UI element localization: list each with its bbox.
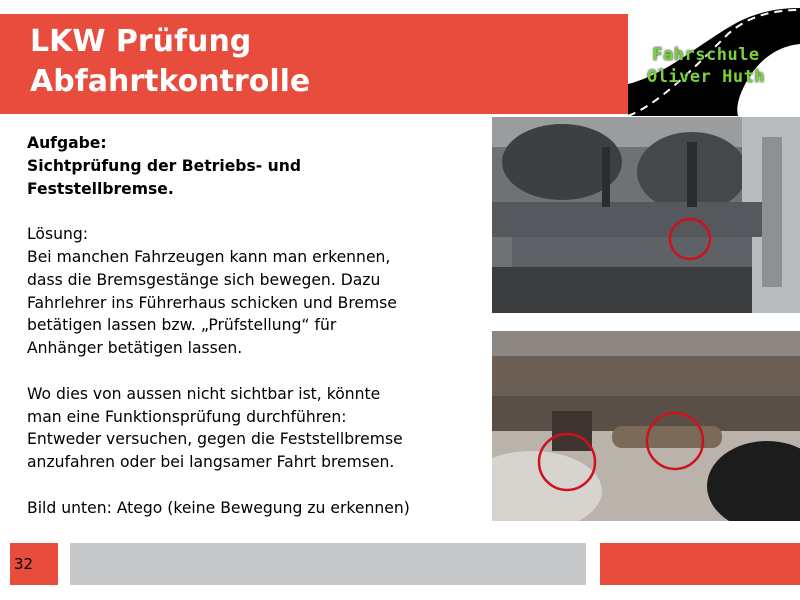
logo-line-1: Fahrschule: [652, 45, 760, 65]
footer-gray-bar: [70, 543, 586, 585]
caption: Bild unten: Atego (keine Bewegung zu erkennen): [27, 498, 410, 517]
spacer: [27, 200, 487, 223]
spacer: [27, 474, 487, 497]
task-heading: Aufgabe:: [27, 134, 107, 152]
logo-line-2: Oliver Huth: [646, 67, 766, 87]
title-line-2: Abfahrtkontrolle: [30, 64, 311, 99]
para1-line: Fahrlehrer ins Führerhaus schicken und Bremse: [27, 293, 397, 312]
para2-line: anzufahren oder bei langsamer Fahrt bremsen.: [27, 453, 395, 472]
task-line-2: Feststellbremse.: [27, 179, 174, 198]
brake-photo-bottom: [492, 331, 800, 521]
slide-content: [27, 132, 487, 520]
para1-line: Anhänger betätigen lassen.: [27, 339, 243, 358]
brake-photo-top: [492, 117, 800, 313]
logo-text: [636, 44, 776, 88]
slide-title: [30, 22, 310, 102]
page-number: 32: [14, 555, 34, 573]
task-line-1: Sichtprüfung der Betriebs- und: [27, 156, 302, 175]
footer-red-bar: [600, 543, 800, 585]
solution-heading: Lösung:: [27, 225, 88, 244]
para1-line: dass die Bremsgestänge sich bewegen. Dazu: [27, 270, 381, 289]
title-line-1: LKW Prüfung: [30, 24, 252, 59]
spacer: [27, 360, 487, 383]
para2-line: man eine Funktionsprüfung durchführen:: [27, 407, 347, 426]
para1-line: betätigen lassen bzw. „Prüfstellung“ für: [27, 316, 337, 335]
para2-line: Entweder versuchen, gegen die Feststellbremse: [27, 430, 403, 449]
driving-school-logo: [628, 4, 800, 116]
para2-line: Wo dies von aussen nicht sichtbar ist, könnte: [27, 384, 381, 403]
para1-line: Bei manchen Fahrzeugen kann man erkennen,: [27, 247, 391, 266]
